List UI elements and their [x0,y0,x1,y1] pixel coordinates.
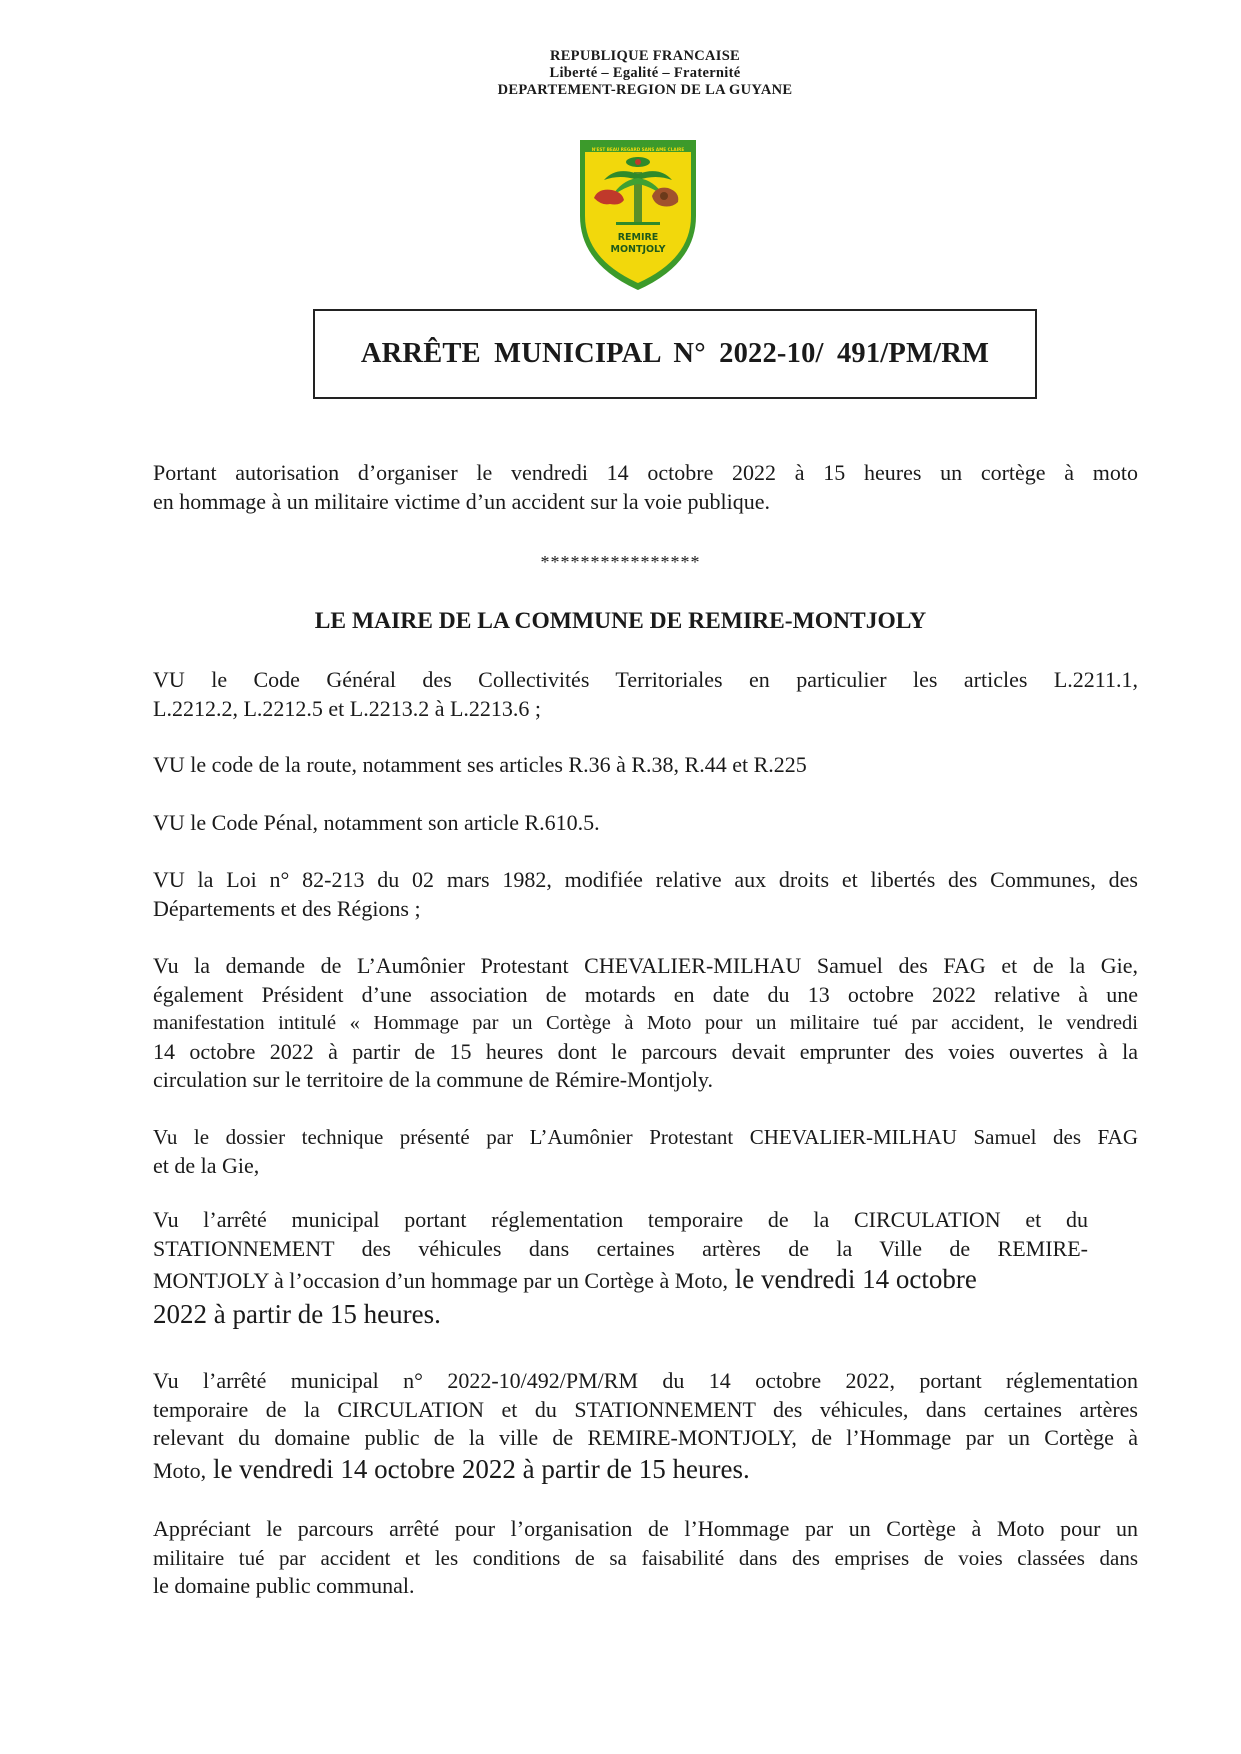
vu-line: également Président d’une association de motards en date du 13 octobre 2022 relative à une [153,981,1138,1007]
vu-line: Vu la demande de L’Aumônier Protestant CHEVALIER-MILHAU Samuel des FAG et de la Gie, [153,953,1138,978]
remire-montjoly-crest [576,136,700,294]
vu-route [153,751,1138,780]
appr-line: militaire tué par accident et les conditions de sa faisabilité dans des emprises de voies classées dans [153,1545,1138,1570]
vu-line: circulation sur le territoire de la commune de Rémire-Montjoly. [153,1067,714,1092]
header-devise: Liberté – Egalité – Fraternité [549,65,741,81]
vu-demande [153,952,1138,1095]
appreciant-paragraph [153,1515,1138,1601]
vu-cgct [153,666,1138,723]
vu-line: VU le Code Pénal, notamment son article R.610.5. [153,810,600,835]
vu-arrete-circulation [153,1206,1088,1331]
vu-line-date: 2022 à partir de 15 heures. [153,1299,441,1329]
vu-line: Vu le dossier technique présenté par L’Aumônier Protestant CHEVALIER-MILHAU Samuel des FAG [153,1125,1138,1149]
appr-line: le domaine public communal. [153,1573,415,1598]
maire-heading: LE MAIRE DE LA COMMUNE DE REMIRE-MONTJOLY [314,608,927,634]
vu-line: manifestation intitulé « Hommage par un Cortège à Moto pour un militaire tué par accident, le vendredi [153,1012,1138,1034]
separator-stars: **************** [540,552,701,572]
header-departement: DEPARTEMENT-REGION DE LA GUYANE [497,82,793,98]
vu-dossier [153,1123,1138,1180]
vu-line [153,1263,1088,1297]
object-line: Portant autorisation d’organiser le vendredi 14 octobre 2022 à 15 heures un cortège à moto [153,460,1138,485]
vu-line: VU la Loi n° 82-213 du 02 mars 1982, modifiée relative aux droits et libertés des Communes, des [153,867,1138,892]
vu-line: STATIONNEMENT des véhicules dans certaines artères de la Ville de REMIRE- [153,1235,1088,1261]
vu-line: Vu l’arrêté municipal portant réglementation temporaire de la CIRCULATION et du [153,1207,1088,1232]
document-header [0,48,1241,99]
vu-line-part: Moto, [153,1457,207,1483]
vu-line: temporaire de la CIRCULATION et du STATIONNEMENT des véhicules, dans certaines artères [153,1396,1138,1422]
crest-motto: N'EST BEAU REGARD SANS AME CLAIRE [591,147,685,152]
vu-line: VU le code de la route, notamment ses articles R.36 à R.38, R.44 et R.225 [153,752,807,777]
vu-line: 14 octobre 2022 à partir de 15 heures dont le parcours devait emprunter des voies ouvertes à la [153,1038,1138,1064]
object-line: en hommage à un militaire victime d’un accident sur la voie publique. [153,488,771,514]
vu-line [153,1453,1138,1487]
vu-arrete-492 [153,1367,1138,1487]
vu-loi [153,866,1138,923]
crest-icon [576,136,700,294]
crest-name-remire: REMIRE [617,232,659,243]
vu-line-date: le vendredi 14 octobre [727,1264,977,1294]
vu-penal [153,809,1138,838]
crest-name-montjoly: MONTJOLY [610,244,666,255]
vu-line: VU le Code Général des Collectivités Territoriales en particulier les articles L.2211.1, [153,667,1138,692]
title-box [313,309,1037,399]
arrete-title: ARRÊTE MUNICIPAL N° 2022-10/ 491/PM/RM [360,338,990,369]
vu-line: L.2212.2, L.2212.5 et L.2213.2 à L.2213.6 ; [153,695,542,721]
appr-line: Appréciant le parcours arrêté pour l’organisation de l’Hommage par un Cortège à Moto pour un [153,1516,1138,1541]
vu-line-part: MONTJOLY à l’occasion d’un hommage par un Cortège à Moto, [153,1268,728,1293]
vu-line: Vu l’arrêté municipal n° 2022-10/492/PM/RM du 14 octobre 2022, portant réglementation [153,1368,1138,1393]
object-paragraph [153,459,1138,516]
header-republique: REPUBLIQUE FRANCAISE [549,48,741,64]
vu-line: relevant du domaine public de la ville de REMIRE-MONTJOLY, de l’Hommage par un Cortège à [153,1425,1138,1450]
vu-line-date: le vendredi 14 octobre 2022 à partir de 15 heures. [206,1453,750,1484]
vu-line: Départements et des Régions ; [153,895,421,921]
vu-line: et de la Gie, [153,1152,260,1178]
